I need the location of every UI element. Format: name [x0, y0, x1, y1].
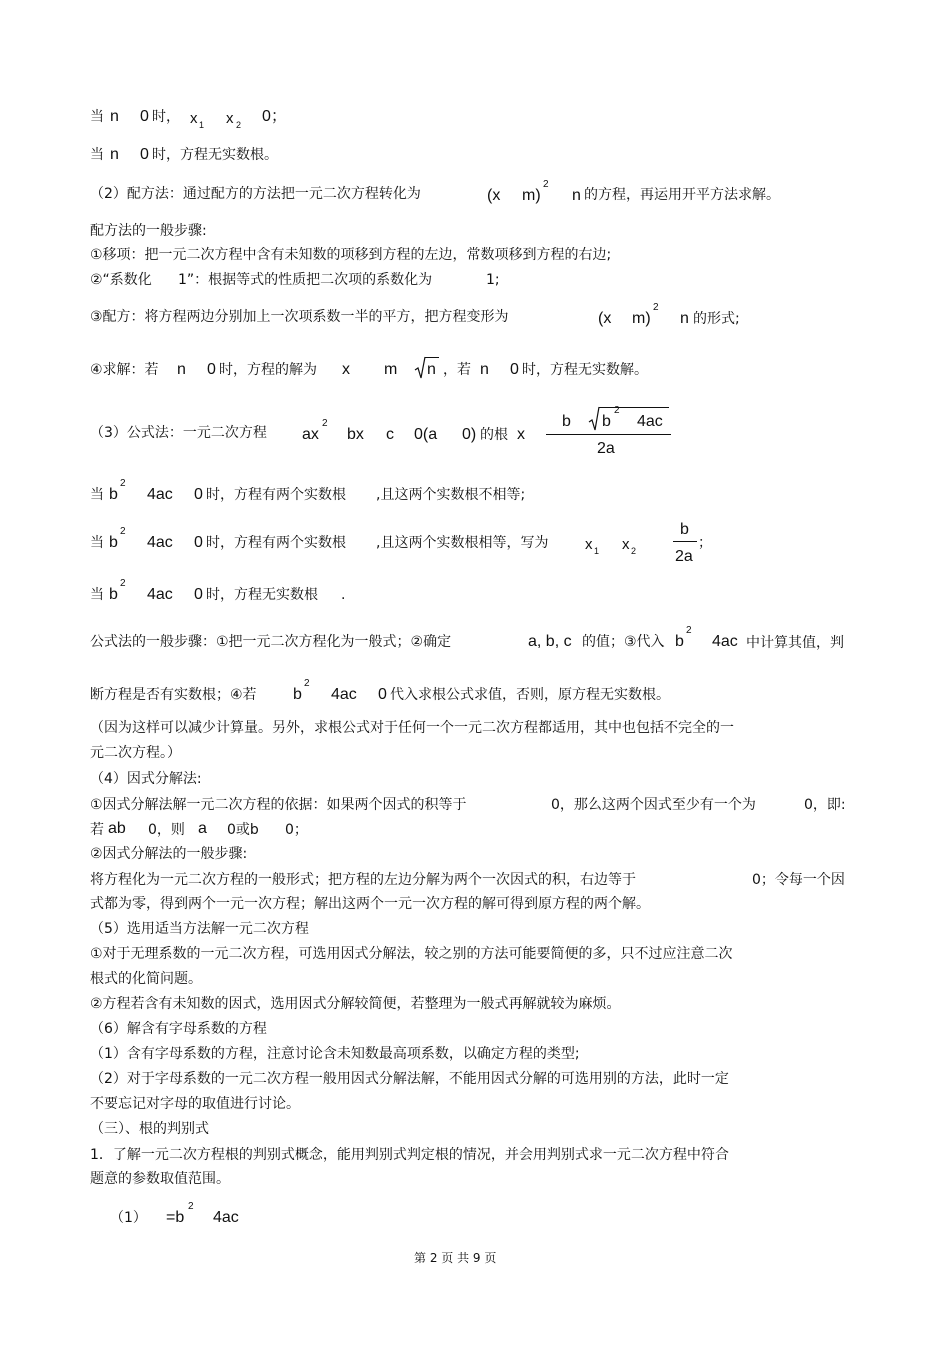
- math-sub: 2: [236, 120, 242, 130]
- math-sup: 2: [120, 478, 126, 489]
- text: ③配方：将方程两边分别加上一次项系数一半的平方，把方程变形为: [90, 309, 509, 325]
- text: 0；: [285, 822, 308, 838]
- math-sub: 1: [594, 546, 600, 556]
- math: b: [680, 521, 689, 538]
- text: 将方程化为一元二次方程的一般形式；把方程的左边分解为两个一次因式的积，右边等于: [90, 872, 636, 888]
- math: a: [198, 820, 207, 837]
- math: m): [522, 187, 541, 204]
- math: n: [177, 361, 186, 378]
- math: 0: [140, 108, 149, 125]
- math-sup: 2: [614, 405, 620, 416]
- math: x: [342, 361, 350, 378]
- math: 4ac: [213, 1209, 239, 1226]
- text: 的形式;: [693, 311, 740, 327]
- text: 时，方程无实数根: [206, 587, 318, 603]
- math: b: [109, 534, 118, 551]
- math: 4ac: [147, 486, 173, 503]
- text: 0，那么这两个因式至少有一个为: [551, 797, 756, 813]
- math: 0: [378, 686, 387, 703]
- math: x: [585, 536, 593, 553]
- text: 时，方程的解为: [219, 362, 317, 378]
- sqrt-bar: [599, 407, 669, 408]
- text: ①移项：把一元二次方程中含有未知数的项移到方程的左边，常数项移到方程的右边;: [90, 247, 612, 263]
- text: （2）配方法：通过配方的方法把一元二次方程转化为: [90, 186, 421, 202]
- text: （1）: [110, 1210, 147, 1226]
- math: b: [109, 586, 118, 603]
- math: 4ac: [147, 534, 173, 551]
- sqrt-sign-icon: [588, 406, 600, 432]
- text: 当: [90, 147, 104, 163]
- math-sub: 1: [199, 120, 205, 130]
- text: 中计算其值，判: [746, 635, 844, 651]
- text: （6）解含有字母系数的方程: [90, 1021, 267, 1037]
- math: 4ac: [331, 686, 357, 703]
- text: （三）、根的判别式: [90, 1121, 209, 1137]
- text: ④求解：若: [90, 362, 159, 378]
- fraction-bar: [673, 541, 697, 542]
- text: .: [341, 587, 346, 603]
- math-sup: 2: [543, 179, 549, 190]
- math: 0: [194, 486, 203, 503]
- text: 配方法的一般步骤:: [90, 223, 207, 239]
- text: （5）选用适当方法解一元二次方程: [90, 921, 309, 937]
- text: 式都为零，得到两个一元一次方程；解出这两个一元一次方程的解可得到原方程的两个解。: [90, 896, 650, 912]
- text: 的根: [480, 427, 508, 443]
- text: 1”：根据等式的性质把二次项的系数化为: [178, 272, 433, 288]
- math: 0: [194, 586, 203, 603]
- math: b: [675, 633, 684, 650]
- text: 0，则: [148, 822, 185, 838]
- math: n: [680, 310, 689, 327]
- text: （1）含有字母系数的方程，注意讨论含未知数最高项系数，以确定方程的类型;: [90, 1046, 580, 1062]
- math: 4ac: [712, 633, 738, 650]
- text: 1．了解一元二次方程根的判别式概念，能用判别式判定根的情况，并会用判别式求一元二次方程中符合: [90, 1147, 729, 1163]
- text: 若: [90, 822, 104, 838]
- math: 0: [140, 146, 149, 163]
- math-sup: 2: [304, 678, 310, 689]
- math: bx: [347, 426, 364, 443]
- math: (x: [598, 310, 612, 327]
- text: ②“系数化: [90, 272, 152, 288]
- text: （因为这样可以减少计算量。另外，求根公式对于任何一个一元二次方程都适用，其中也包括不完全的一: [90, 720, 734, 736]
- math: (x: [487, 187, 501, 204]
- math: 0；: [262, 108, 287, 125]
- math: x: [622, 536, 630, 553]
- math: x: [190, 110, 198, 127]
- text: 断方程是否有实数根；④若: [90, 687, 257, 703]
- math-sup: 2: [120, 578, 126, 589]
- math: n: [572, 187, 581, 204]
- text: 时，方程有两个实数根: [206, 487, 346, 503]
- math: ax: [302, 426, 319, 443]
- math: m: [384, 361, 398, 378]
- math: b: [562, 413, 571, 430]
- text: 时，方程无实数解。: [522, 362, 648, 378]
- text: ,且这两个实数根相等，写为: [376, 535, 549, 551]
- text: 代入求根公式求值，否则，原方程无实数根。: [390, 687, 670, 703]
- math: c: [386, 426, 394, 443]
- math: 0: [207, 361, 216, 378]
- text: 根式的化简问题。: [90, 971, 202, 987]
- text: 0，即:: [804, 797, 846, 813]
- text: 当: [90, 587, 104, 603]
- text: 的方程，再运用开平方法求解。: [584, 187, 780, 203]
- math: b: [109, 486, 118, 503]
- math: ab: [108, 820, 126, 837]
- math: 0: [194, 534, 203, 551]
- math-sup: 2: [322, 418, 328, 429]
- math-sub: 2: [631, 546, 637, 556]
- sqrt-sign-icon: [414, 356, 426, 380]
- math: b: [293, 686, 302, 703]
- sqrt-bar: [425, 357, 439, 358]
- text: 不要忘记对字母的取值进行讨论。: [90, 1096, 300, 1112]
- text: 公式法的一般步骤：①把一元二次方程化为一般式；②确定: [90, 634, 452, 650]
- math: n: [110, 146, 119, 163]
- text: 当: [90, 487, 104, 503]
- text: ①因式分解法解一元二次方程的依据：如果两个因式的积等于: [90, 797, 467, 813]
- math: 0): [462, 426, 477, 443]
- math: =b: [166, 1209, 185, 1226]
- math: 0(a: [414, 426, 438, 443]
- text: ②方程若含有未知数的因式，选用因式分解较简便，若整理为一般式再解就较为麻烦。: [90, 996, 621, 1012]
- text: 题意的参数取值范围。: [90, 1171, 230, 1187]
- math: x: [517, 426, 525, 443]
- text: （3）公式法：一元二次方程: [90, 425, 267, 441]
- text: 时，方程无实数根。: [152, 147, 278, 163]
- text: ；: [698, 535, 712, 551]
- text: ，若: [443, 362, 471, 378]
- text: 元二次方程。）: [90, 745, 181, 761]
- text: 当: [90, 109, 104, 125]
- math-sup: 2: [653, 302, 659, 313]
- text: ,且这两个实数根不相等;: [376, 487, 526, 503]
- math-sup: 2: [188, 1201, 194, 1212]
- text: 时，: [152, 109, 180, 125]
- math: 4ac: [147, 586, 173, 603]
- math: 2a: [675, 548, 693, 565]
- math: 4ac: [637, 413, 663, 430]
- math: a, b, c: [528, 633, 572, 650]
- text: 1;: [486, 272, 500, 288]
- math: n: [110, 108, 119, 125]
- text: （4）因式分解法:: [90, 771, 202, 787]
- text: 的值；③代入: [582, 634, 665, 650]
- text: 0或b: [227, 822, 259, 838]
- math-sup: 2: [120, 526, 126, 537]
- math: x: [226, 110, 234, 127]
- fraction-bar: [546, 434, 671, 435]
- math: b: [602, 413, 611, 430]
- text: 当: [90, 535, 104, 551]
- math: 0: [510, 361, 519, 378]
- text: ②因式分解法的一般步骤:: [90, 846, 248, 862]
- text: ①对于无理系数的一元二次方程，可选用因式分解法，较之别的方法可能要简便的多，只不过应注意二次: [90, 946, 733, 962]
- math: n: [480, 361, 489, 378]
- math: n: [427, 361, 436, 378]
- text: 0；令每一个因: [752, 872, 845, 888]
- text: （2）对于字母系数的一元二次方程一般用因式分解法解，不能用因式分解的可选用别的方法，此时一定: [90, 1071, 729, 1087]
- text: 时，方程有两个实数根: [206, 535, 346, 551]
- math: m): [632, 310, 651, 327]
- math-sup: 2: [686, 625, 692, 636]
- page-footer: 第 2 页 共 9 页: [414, 1251, 497, 1265]
- math: 2a: [597, 440, 615, 457]
